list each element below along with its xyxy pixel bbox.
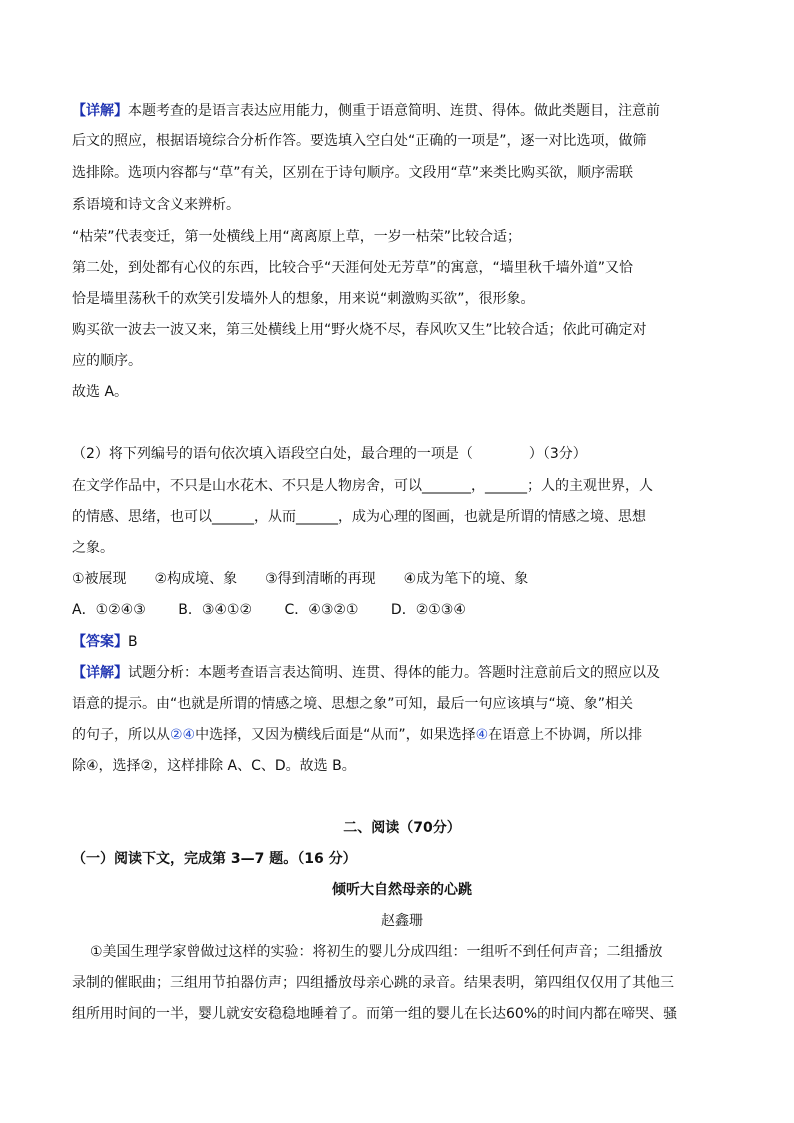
explain-line: 【详解】试题分析：本题考查语言表达简明、连贯、得体的能力。答题时注意前后文的照应以及: [72, 665, 660, 681]
question-2-passage-line: 之象。: [72, 540, 114, 556]
article-paragraph-line: ①美国生理学家曾做过这样的实验：将初生的婴儿分成四组：一组听不到任何声音；二组播放: [90, 944, 663, 960]
answer-tag: 【答案】: [72, 634, 128, 650]
detail-tag: 【详解】: [72, 103, 128, 119]
question-2-passage-line: 在文学作品中，不只是山水花木、不只是人物房舍，可以_______，______；人的主观世界，人: [72, 478, 653, 494]
detail-paragraph-line: 应的顺序。: [72, 353, 142, 369]
detail-paragraph-line: 系语境和诗文含义来辨析。: [72, 197, 240, 213]
question-2-items: ①被展现 ②构成境、象 ③得到清晰的再现 ④成为笔下的境、象: [72, 571, 529, 587]
answer-line: [72, 632, 732, 652]
article-title: 倾听大自然母亲的心跳: [332, 882, 472, 898]
detail-paragraph-line: 【详解】本题考查的是语言表达应用能力，侧重于语意简明、连贯、得体。做此类题目，注意前: [72, 103, 660, 119]
explain-tag: 【详解】: [72, 665, 128, 681]
detail-paragraph-line: “枯荣”代表变迁，第一处横线上用“离离原上草，一岁一枯荣”比较合适；: [72, 229, 522, 245]
detail-paragraph-line: 选排除。选项内容都与“草”有关，区别在于诗句顺序。文段用“草”来类比购买欲，顺序需联: [72, 165, 634, 181]
explain-line: 除④，选择②，这样排除 A、C、D。故选 B。: [72, 758, 356, 774]
question-2-options: A．①②④③ B．③④①② C．④③②① D．②①③④: [72, 602, 466, 618]
question-2-stem: （2）将下列编号的语句依次填入语段空白处，最合理的一项是（ ）（3分）: [72, 446, 587, 462]
article-paragraph-line: 录制的催眠曲；三组用节拍器仿声；四组播放母亲心跳的录音。结果表明，第四组仅仅用了其他三: [72, 975, 674, 991]
section-heading: 二、阅读（70分）: [343, 820, 461, 836]
detail-paragraph-line: 购买欲一波去一波又来，第三处横线上用“野火烧不尽，春风吹又生”比较合适；依此可确定对: [72, 322, 647, 338]
detail-paragraph-line: 第二处，到处都有心仪的东西，比较合乎“天涯何处无芳草”的寓意，“墙里秋千墙外道”又恰: [72, 260, 634, 276]
detail-paragraph-line: 恰是墙里荡秋千的欢笑引发墙外人的想象，用来说“刺激购买欲”，很形象。: [72, 291, 535, 307]
explain-line: 的句子，所以从②④中选择，又因为横线后面是“从而”，如果选择④在语意上不协调，所以排: [72, 727, 643, 743]
explain-line: 语意的提示。由“也就是所谓的情感之境、思想之象”可知，最后一句应该填与“境、象”相关: [72, 696, 634, 712]
detail-paragraph-line: 后文的照应，根据语境综合分析作答。要选填入空白处“正确的一项是”，逐一对比选项，做筛: [72, 133, 647, 149]
subsection-heading: （一）阅读下文，完成第 3—7 题。（16 分）: [72, 851, 357, 867]
article-author: 赵鑫珊: [381, 913, 423, 929]
detail-conclusion: 故选 A。: [72, 384, 129, 400]
answer-value: B: [128, 634, 138, 650]
question-2-passage-line: 的情感、思绪，也可以______，从而______，成为心理的图画，也就是所谓的情感之境、思想: [72, 509, 646, 525]
article-paragraph-line: 组所用时间的一半，婴儿就安安稳稳地睡着了。而第一组的婴儿在长达60%的时间内都在啼哭、骚: [72, 1006, 678, 1022]
